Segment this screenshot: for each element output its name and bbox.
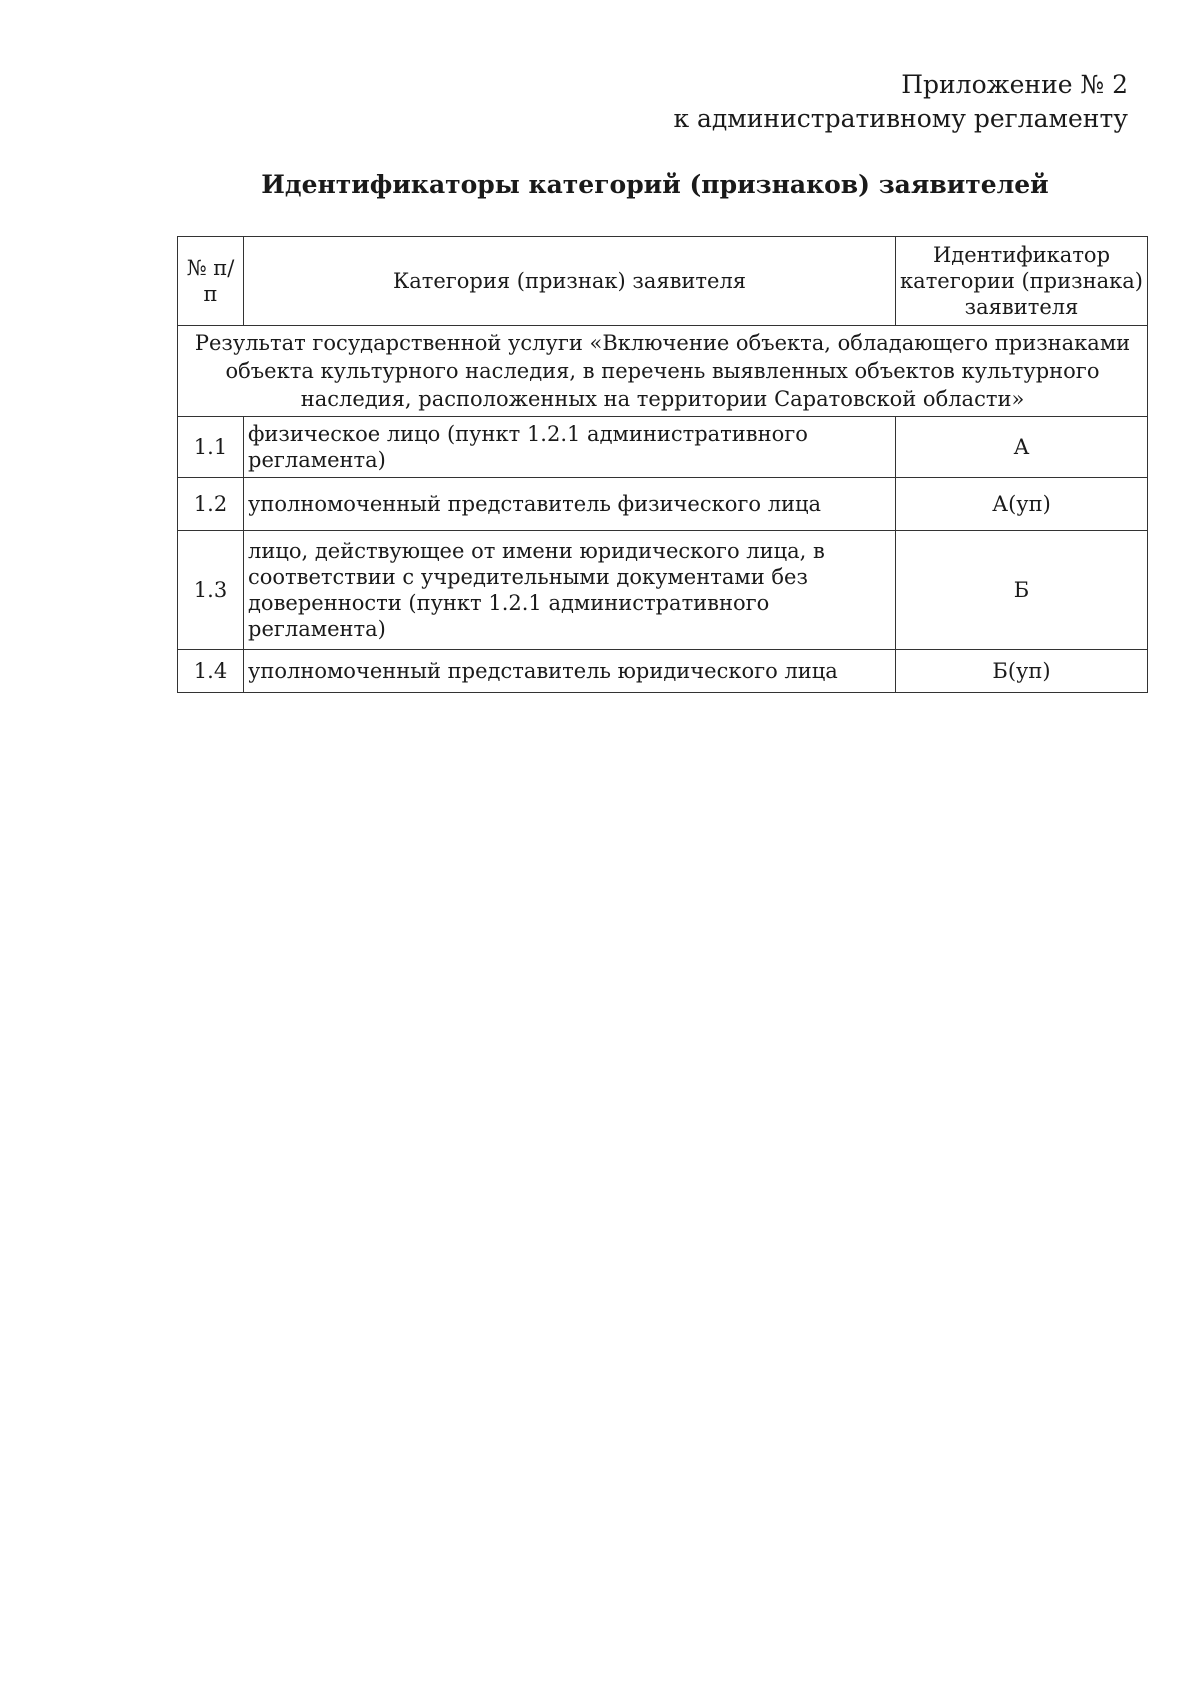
section-title: Результат государственной услуги «Включение объекта, обладающего признаками объекта культурного наследия, в перечень выявленных объектов культурного наследия, расположенных на территории Саратовской области»	[178, 326, 1148, 417]
table-header-row	[178, 237, 1148, 326]
document-title: Идентификаторы категорий (признаков) заявителей	[261, 170, 1049, 199]
applicant-categories-table	[177, 236, 1148, 693]
table-row	[178, 531, 1148, 650]
row-category: уполномоченный представитель физического лица	[244, 478, 896, 531]
appendix-reference: к административному регламенту	[673, 104, 1128, 133]
header-category: Категория (признак) заявителя	[244, 237, 896, 326]
row-category: физическое лицо (пункт 1.2.1 административного регламента)	[244, 417, 896, 478]
header-number: № п/п	[178, 237, 244, 326]
table-section-row	[178, 326, 1148, 417]
table-row	[178, 650, 1148, 693]
row-identifier: А	[896, 417, 1148, 478]
row-identifier: Б(уп)	[896, 650, 1148, 693]
row-identifier: А(уп)	[896, 478, 1148, 531]
row-category: лицо, действующее от имени юридического лица, в соответствии с учредительными документами без доверенности (пункт 1.2.1 административного регламента)	[244, 531, 896, 650]
appendix-header	[673, 68, 1128, 136]
row-identifier: Б	[896, 531, 1148, 650]
row-number: 1.1	[178, 417, 244, 478]
table-row	[178, 478, 1148, 531]
header-identifier: Идентификатор категории (признака) заявителя	[896, 237, 1148, 326]
row-number: 1.4	[178, 650, 244, 693]
appendix-number: Приложение № 2	[901, 70, 1128, 99]
row-category: уполномоченный представитель юридического лица	[244, 650, 896, 693]
table-row	[178, 417, 1148, 478]
row-number: 1.3	[178, 531, 244, 650]
row-number: 1.2	[178, 478, 244, 531]
